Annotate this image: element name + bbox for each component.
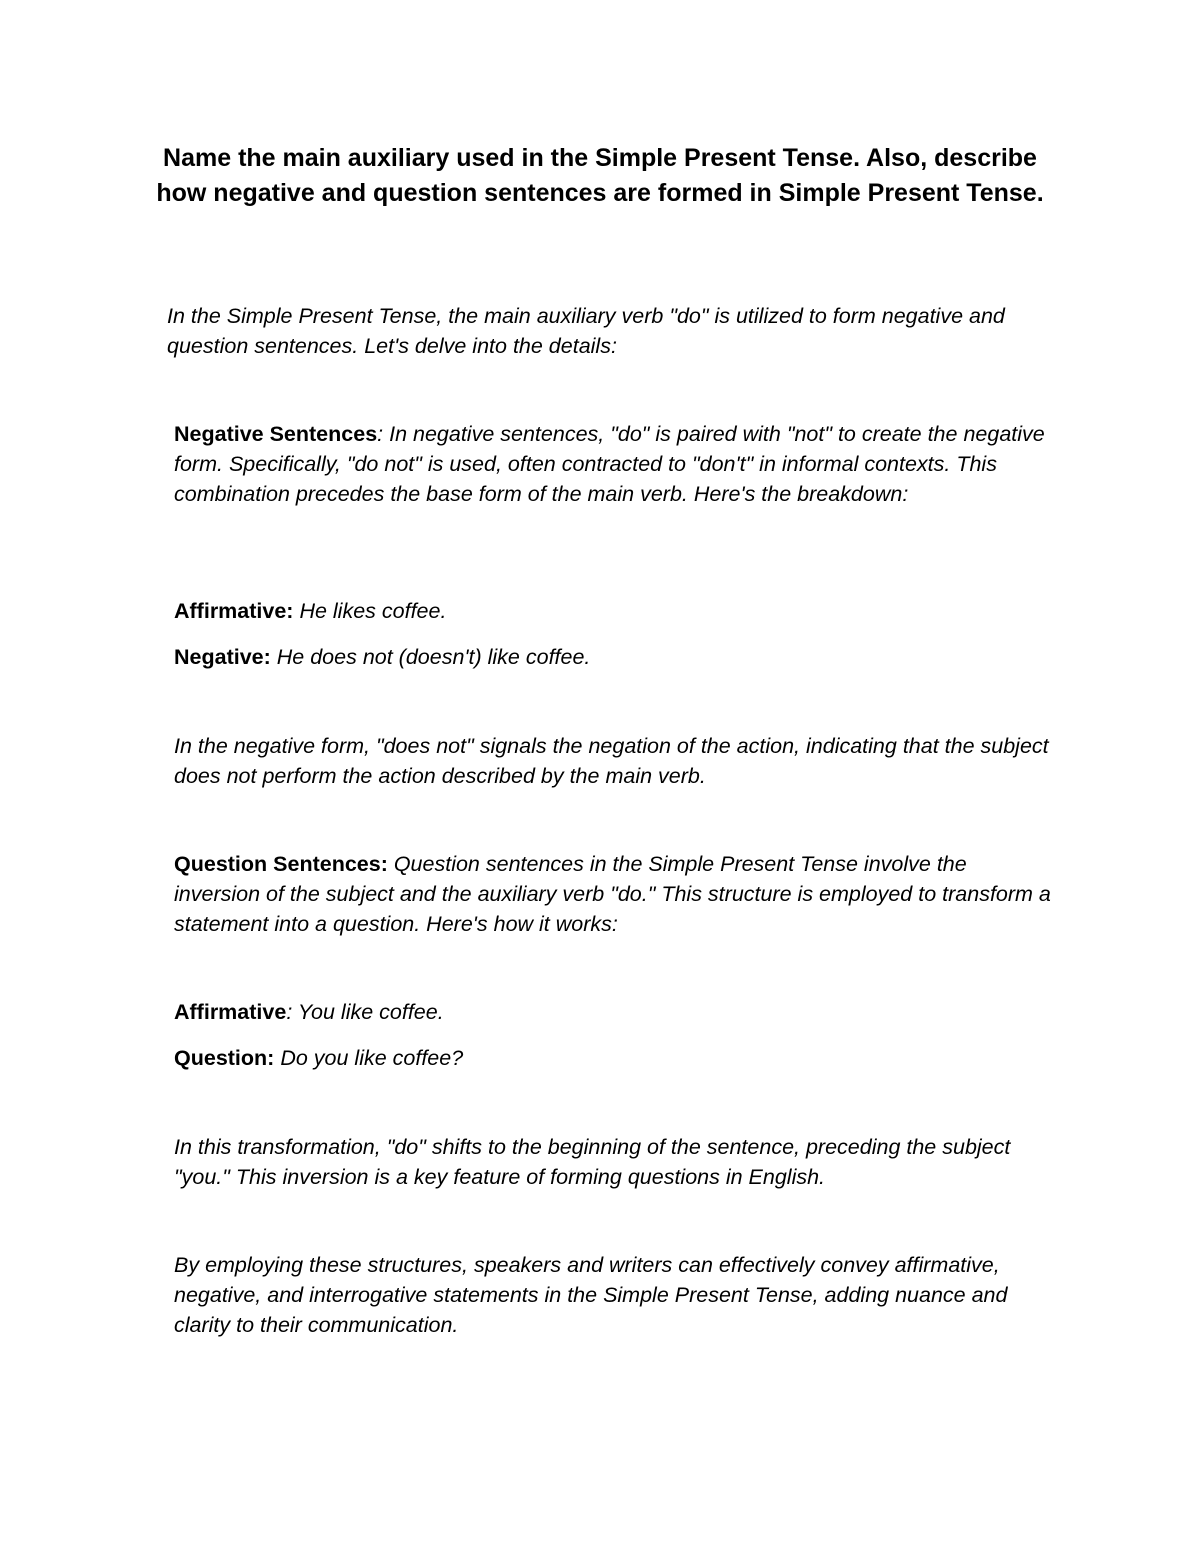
negative-sentences-text: : In negative sentences, "do" is paired with "not" to create the negative form. Specifically, "do not" is used, often contracted to "don't" in informal contexts. This combination precedes the base form of the main verb. Here's the breakdown: [174, 422, 1045, 506]
affirmative-example-text-2: : You like coffee. [286, 1000, 444, 1024]
negative-explanation-paragraph: In the negative form, "does not" signals the negation of the action, indicating that the subject does not perform the action described by the main verb. [174, 734, 1049, 788]
affirmative-label: Affirmative: [174, 599, 294, 623]
question-sentences-heading: Question Sentences: [174, 852, 388, 876]
negative-example-affirmative [167, 596, 1054, 626]
negative-example-text: He does not (doesn't) like coffee. [270, 645, 591, 669]
question-sentences-text: Question sentences in the Simple Present Tense involve the inversion of the subject and the auxiliary verb "do." This structure is employed to transform a statement into a question. Here's how it works: [174, 852, 1051, 936]
question-example-text: Do you like coffee? [274, 1046, 464, 1070]
intro-paragraph: In the Simple Present Tense, the main auxiliary verb "do" is utilized to form negative and question sentences. Let's delve into the details: [167, 304, 1005, 358]
affirmative-label-2: Affirmative [174, 1000, 287, 1024]
affirmative-example-text: He likes coffee. [293, 599, 447, 623]
conclusion-paragraph: By employing these structures, speakers and writers can effectively convey affirmative, negative, and interrogative statements in the Simple Present Tense, adding nuance and clarity to their communication. [174, 1253, 1008, 1337]
negative-sentences-paragraph [167, 419, 1054, 509]
question-label: Question: [174, 1046, 275, 1070]
negative-sentences-heading: Negative Sentences [174, 422, 378, 446]
question-sentences-paragraph [167, 849, 1054, 939]
question-example-question [167, 1043, 1054, 1073]
negative-label: Negative: [174, 645, 271, 669]
question-example-affirmative [167, 997, 1054, 1027]
question-explanation-paragraph: In this transformation, "do" shifts to the beginning of the sentence, preceding the subject "you." This inversion is a key feature of forming questions in English. [174, 1135, 1011, 1189]
document-title: Name the main auxiliary used in the Simple Present Tense. Also, describe how negative and question sentences are formed in Simple Present Tense. [156, 144, 1044, 207]
negative-example-negative [167, 642, 1054, 672]
